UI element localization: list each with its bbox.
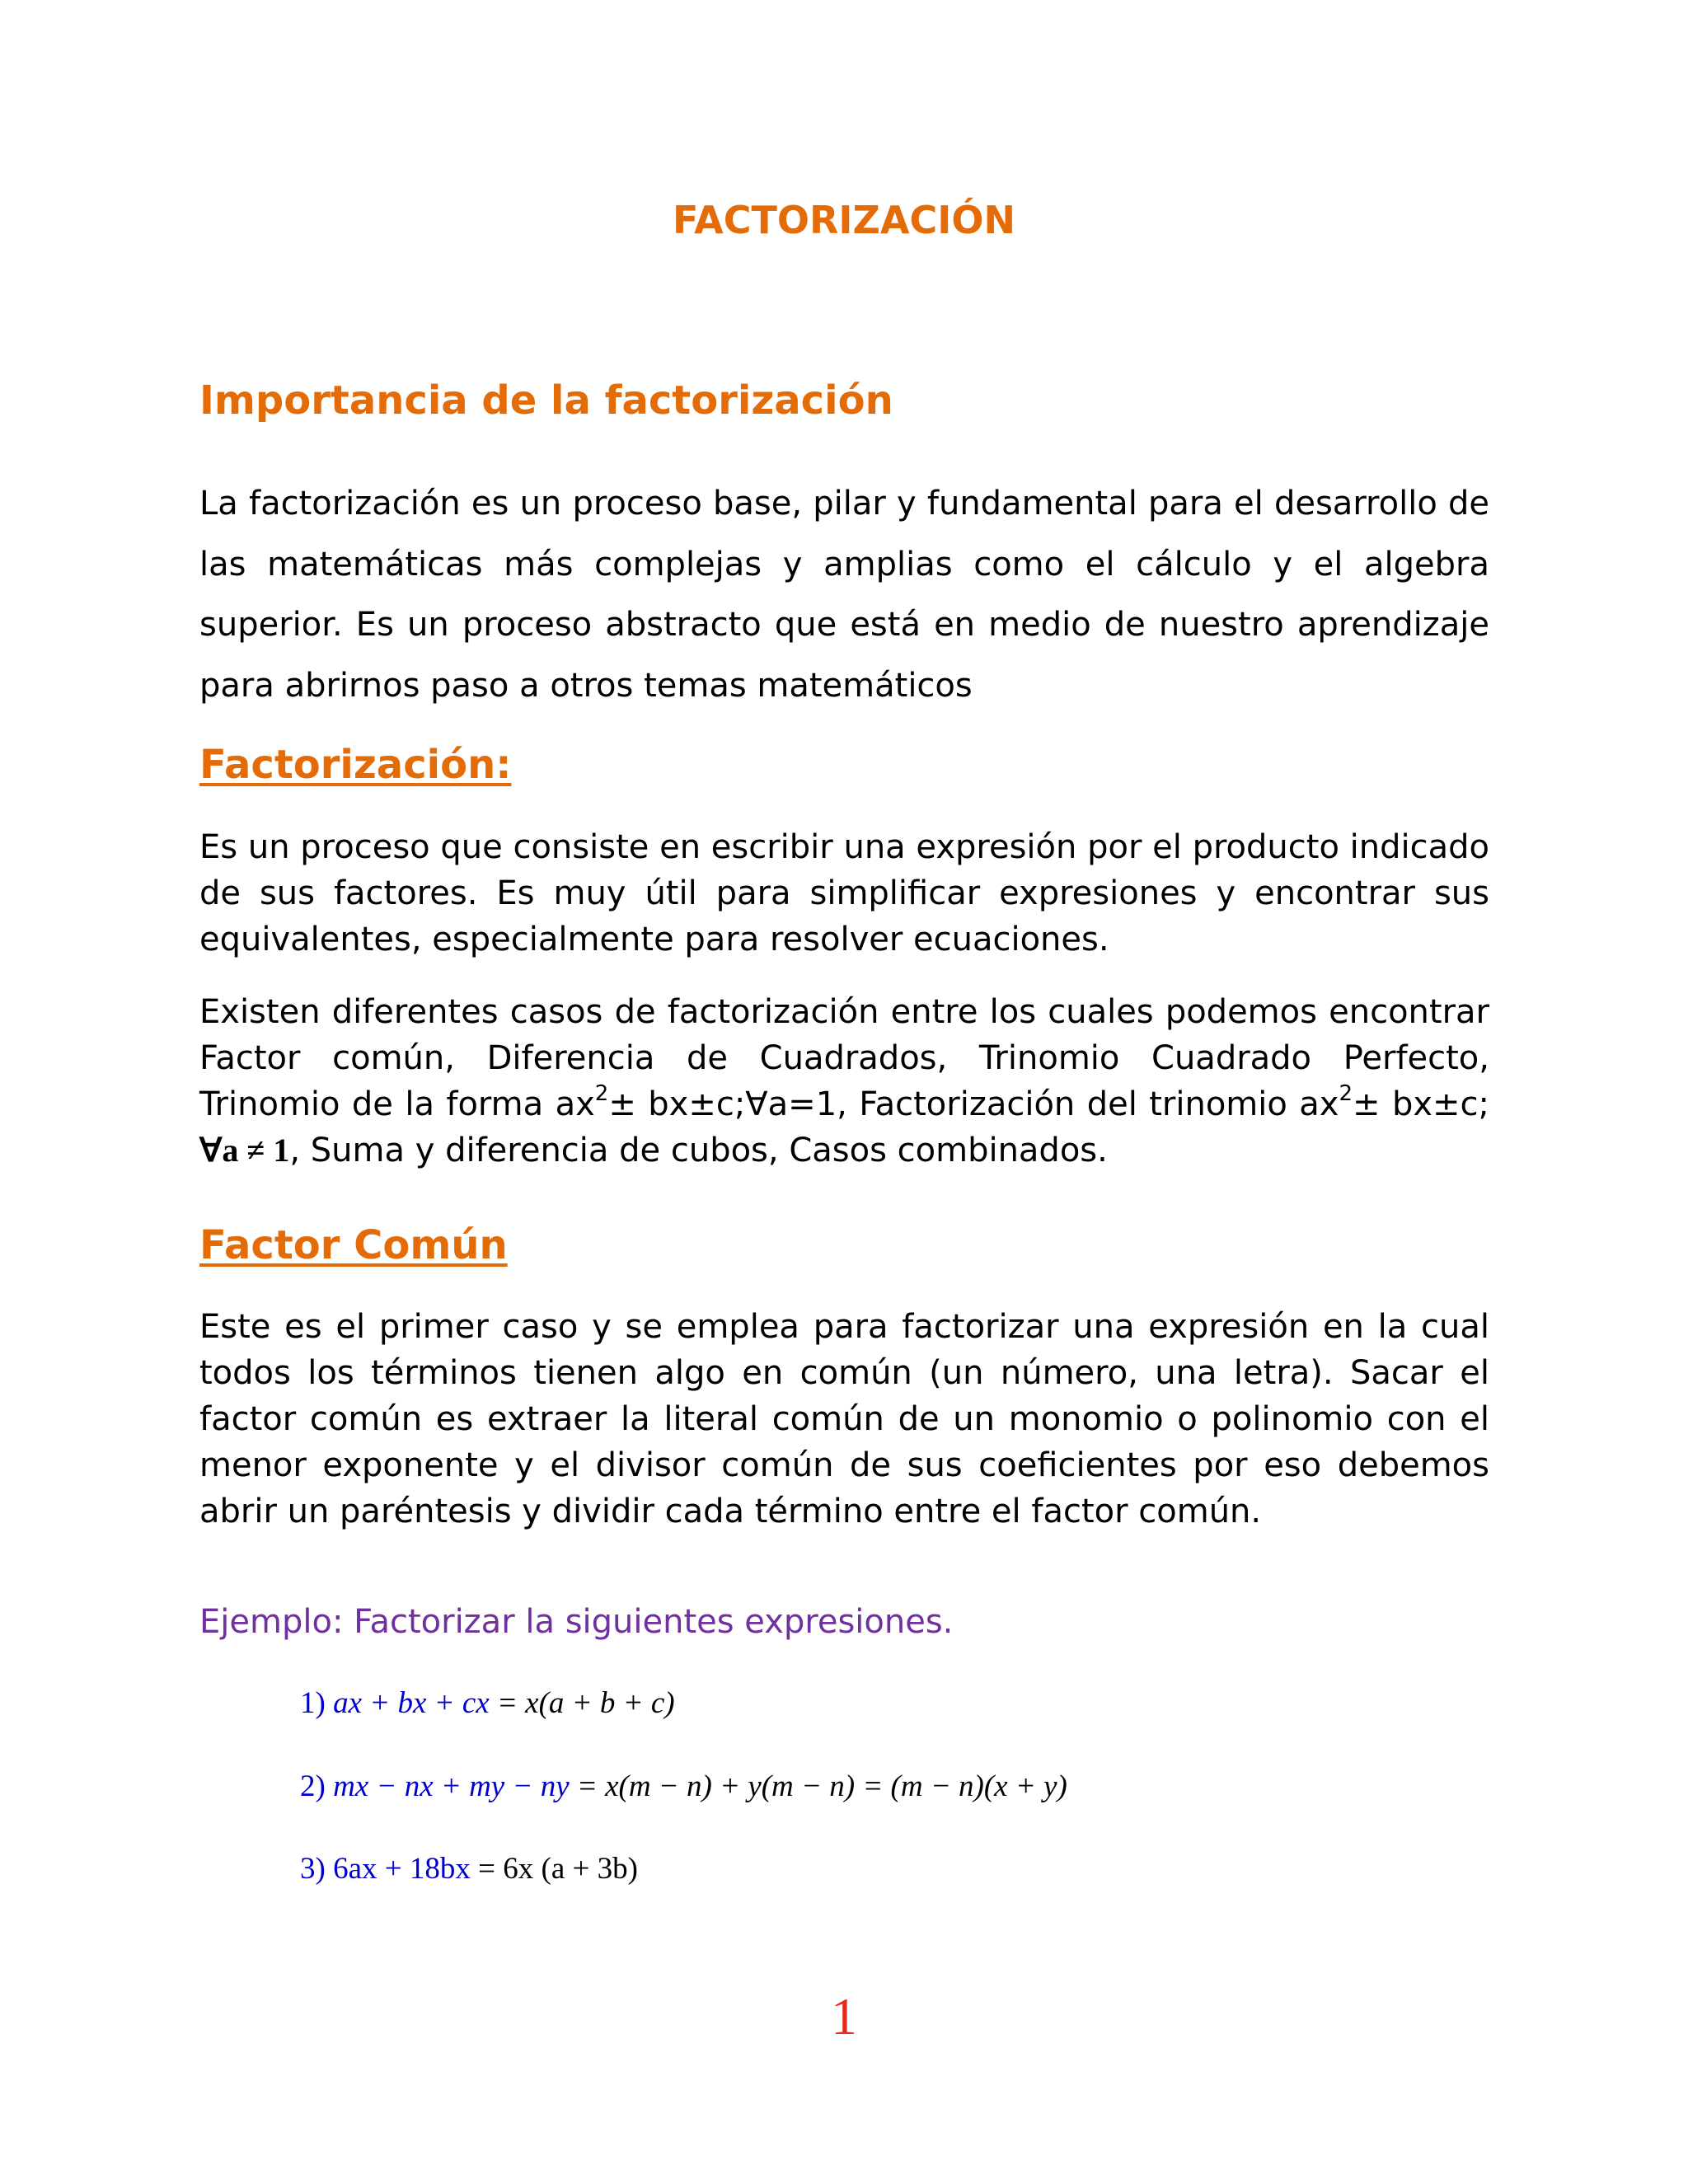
example-expression [300, 1851, 638, 1886]
factorization-paragraph: Es un proceso que consiste en escribir una expresión por el producto indicado de sus factores. Es muy útil para simplificar expresiones y encontrar sus equivalentes, especialmente para resolver ecuaciones. [199, 828, 1489, 958]
example-expression [300, 1769, 1067, 1804]
expression-lhs: ax + bx + cx [333, 1686, 490, 1720]
expression-rhs: = x(m − n) + y(m − n) = (m − n)(x + y) [569, 1769, 1067, 1803]
exponent: 2 [594, 1081, 609, 1106]
document-title: FACTORIZACIÓN [673, 198, 1015, 242]
cases-end-text: , Suma y diferencia de cubos, Casos combinados. [289, 1132, 1108, 1169]
example-expression [300, 1685, 675, 1721]
forall-condition: ∀a ≠ 1 [199, 1132, 290, 1169]
expression-lhs: 6ax + 18bx [333, 1852, 471, 1886]
example-number: 3) [300, 1852, 326, 1886]
expression-rhs: = 6x (a + 3b) [470, 1852, 638, 1886]
importance-heading: Importancia de la factorización [199, 377, 893, 424]
expression-rhs: = x(a + b + c) [489, 1686, 675, 1720]
page-number: 1 [831, 1987, 857, 2046]
cases-paragraph [199, 989, 1489, 1174]
cases-mid-text: ± bx±c;∀a=1, Factorización del trinomio ax [608, 1085, 1339, 1123]
common-factor-paragraph: Este es el primer caso y se emplea para factorizar una expresión en la cual todos los términos tienen algo en común (un número, una letra). Sacar el factor común es extraer la literal común de un monomio o polinomio con el menor exponente y el divisor común de sus coeficientes por eso debemos abrir un paréntesis y dividir cada término entre el factor común. [199, 1308, 1489, 1530]
cases-mid2-text: ± bx±c; [1353, 1085, 1489, 1123]
expression-lhs: mx − nx + my − ny [333, 1769, 570, 1803]
exponent: 2 [1339, 1081, 1353, 1106]
cases-intro-text: Existen diferentes casos de factorización entre los cuales podemos encontrar Factor común, Diferencia de Cuadrados, Trinomio Cuadrado Perfecto, Trinomio de la forma ax [199, 993, 1489, 1123]
example-number: 2) [300, 1769, 326, 1803]
factorization-heading: Factorización: [199, 742, 512, 788]
common-factor-heading: Factor Común [199, 1222, 508, 1268]
example-number: 1) [300, 1686, 326, 1720]
importance-paragraph: La factorización es un proceso base, pilar y fundamental para el desarrollo de las matemáticas más complejas y amplias como el cálculo y el algebra superior. Es un proceso abstracto que está en medio de nuestro aprendizaje para abrirnos paso a otros temas matemáticos [199, 485, 1489, 705]
example-label: Ejemplo: Factorizar la siguientes expresiones. [199, 1603, 954, 1641]
